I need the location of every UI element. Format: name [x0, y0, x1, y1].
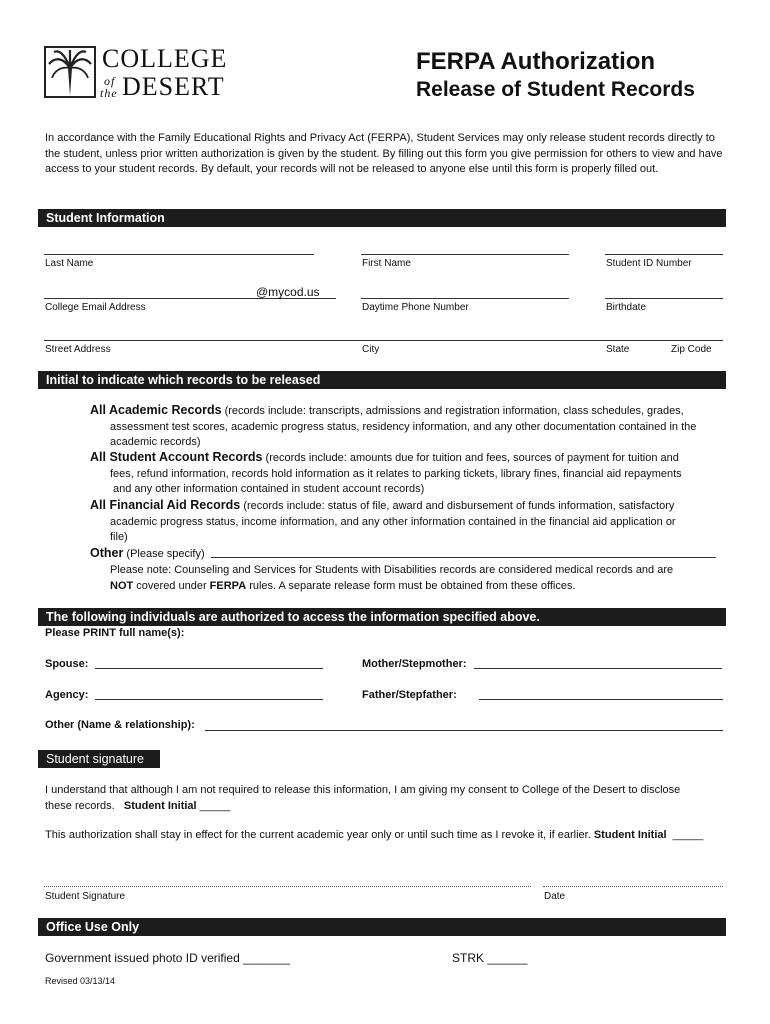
account-records-heading: All Student Account Records	[90, 450, 263, 464]
palm-tree-logo-icon	[44, 46, 96, 98]
section-records: Initial to indicate which records to be released	[38, 371, 726, 389]
intro-paragraph: In accordance with the Family Educational Rights and Privacy Act (FERPA), Student Services may only release student records directly to the student, unless prior written authorization is given by the student. By filling out this form you give permission for others to view and have access to your student records. By default, your records will not be released to anyone else until this form is properly filled out.	[45, 132, 723, 175]
consent-initial-field[interactable]: _____	[199, 799, 231, 812]
city-label: City	[362, 344, 380, 355]
strk-field[interactable]: STRK ______	[452, 951, 528, 965]
father-field[interactable]	[479, 699, 723, 700]
section-student-information: Student Information	[38, 209, 726, 227]
first-name-label: First Name	[362, 258, 411, 269]
other-person-field[interactable]	[205, 730, 723, 731]
logo-college-word: COLLEGE	[102, 44, 228, 73]
student-id-field[interactable]	[605, 254, 723, 255]
records-note: Please note: Counseling and Services for Students with Disabilities records are considered medical records and are NOT covered under FERPA rules. A separate release form must be obtained from these offices.	[110, 564, 674, 592]
academic-records-heading: All Academic Records	[90, 403, 222, 417]
spouse-field[interactable]	[95, 668, 323, 669]
birthdate-label: Birthdate	[606, 302, 647, 313]
address-field[interactable]	[44, 340, 723, 341]
date-label: Date	[544, 891, 566, 902]
agency-field[interactable]	[95, 699, 323, 700]
mother-field[interactable]	[474, 668, 722, 669]
record-student-account[interactable]: All Student Account Records (records include: amounts due for tuition and fees, sources of payment for tuition and fees, refund information, records hold information as it relates to parking tickets, library fines, financial aid repayments and any other information contained in student account records)	[90, 450, 682, 495]
other-specify-field[interactable]	[211, 557, 716, 558]
date-field[interactable]	[543, 886, 723, 887]
last-name-label: Last Name	[45, 258, 94, 269]
college-logo	[44, 44, 254, 104]
student-id-label: Student ID Number	[606, 258, 692, 269]
effect-initial-field[interactable]: _____	[672, 829, 704, 841]
state-label: State	[606, 344, 630, 355]
photo-id-verified[interactable]: Government issued photo ID verified _______	[45, 951, 290, 965]
effect-statement: This authorization shall stay in effect for the current academic year only or until such time as I revoke it, if earlier. Student Initial _____	[45, 829, 704, 841]
section-student-signature: Student signature	[38, 750, 160, 768]
student-signature-label: Student Signature	[45, 891, 126, 902]
last-name-field[interactable]	[44, 254, 314, 255]
logo-the-word: the	[100, 86, 118, 100]
father-label: Father/Stepfather:	[362, 689, 457, 701]
section-office-use: Office Use Only	[38, 918, 726, 936]
page-subtitle: Release of Student Records	[416, 78, 695, 101]
revised-date: Revised 03/13/14	[45, 976, 116, 986]
email-domain: @mycod.us	[256, 285, 320, 299]
agency-label: Agency:	[45, 689, 89, 701]
spouse-label: Spouse:	[45, 658, 89, 670]
record-financial-aid[interactable]: All Financial Aid Records (records include: status of file, award and disbursement of funds information, satisfactory academic progress status, income information, and any other information contained in the financial aid application or file)	[90, 498, 676, 543]
logo-of-word: of	[104, 74, 116, 88]
email-label: College Email Address	[45, 302, 146, 313]
mother-label: Mother/Stepmother:	[362, 658, 467, 670]
student-signature-field[interactable]	[44, 886, 531, 887]
street-label: Street Address	[45, 344, 111, 355]
section-authorized: The following individuals are authorized to access the information specified above.	[38, 608, 726, 626]
phone-label: Daytime Phone Number	[362, 302, 469, 313]
zip-label: Zip Code	[671, 344, 712, 355]
print-names-label: Please PRINT full name(s):	[45, 627, 185, 639]
other-person-label: Other (Name & relationship):	[45, 719, 195, 731]
consent-statement: I understand that although I am not required to release this information, I am giving my consent to College of the Desert to disclose these records. Student Initial _____	[45, 784, 681, 812]
record-other[interactable]: Other (Please specify)	[90, 546, 205, 560]
record-academic[interactable]: All Academic Records (records include: transcripts, admissions and registration information, class schedules, grades, assessment test scores, academic progress status, residency information, and any other documentation contained in the academic records)	[90, 403, 697, 448]
first-name-field[interactable]	[361, 254, 569, 255]
phone-field[interactable]	[361, 298, 569, 299]
aid-records-heading: All Financial Aid Records	[90, 498, 241, 512]
birthdate-field[interactable]	[605, 298, 723, 299]
logo-desert-word: DESERT	[122, 72, 225, 101]
page-title: FERPA Authorization	[416, 48, 656, 75]
other-records-heading: Other	[90, 546, 124, 560]
